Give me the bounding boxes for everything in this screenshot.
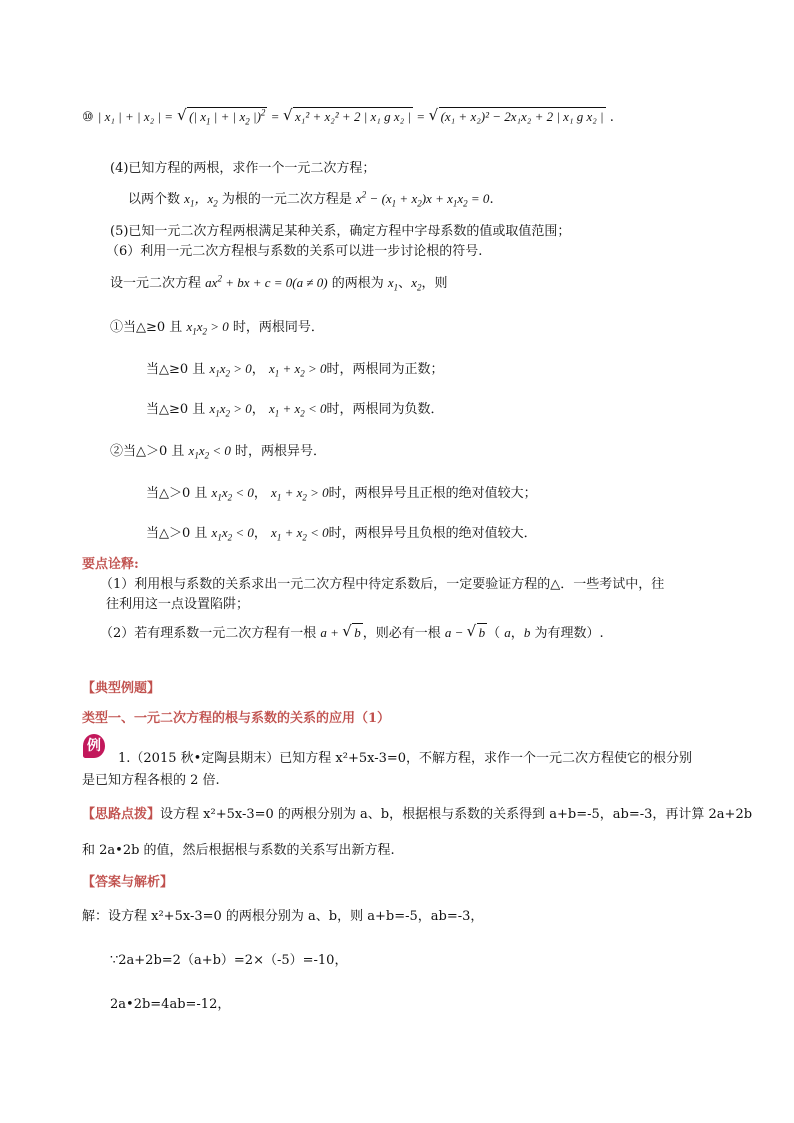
product-positive: $x_1x_2 > 0$ xyxy=(209,401,252,419)
var-a: a xyxy=(504,625,511,640)
case-1-sub-1 xyxy=(146,360,444,379)
case-2-heading xyxy=(110,442,326,461)
point-4-mid: 为根的一元二次方程是 xyxy=(221,192,352,207)
examples-title: 【典型例题】 xyxy=(82,681,161,696)
general-quadratic: $ax^2$ + bx + c = 0(a ≠ 0) xyxy=(205,273,328,290)
sum-negative: $x_1 + x_2 < 0$ xyxy=(271,525,329,543)
setup-end: ，则 xyxy=(421,276,448,291)
answer-tag: 【答案与解析】 xyxy=(82,875,174,890)
setup-line xyxy=(110,274,447,293)
case-1-sub-2 xyxy=(146,400,444,419)
quadratic-from-roots: $x^2 - (x_1 + x_2)x + x_1x_2 = 0$ xyxy=(356,189,490,209)
case-1-sub-2-a: 当△≥0 且 xyxy=(146,402,206,417)
point-6: （6）利用一元二次方程根与系数的关系可以进一步讨论根的符号. xyxy=(106,244,483,259)
point-4-end: . xyxy=(489,192,494,207)
product-negative: $x_1x_2 < 0$ xyxy=(211,485,254,503)
hint-line-2: 和 2a•2b 的值，然后根据根与系数的关系写出新方程. xyxy=(82,843,395,858)
product-positive: $x_1x_2 > 0$ xyxy=(186,319,229,337)
case-1-head-b: 时，两根同号． xyxy=(232,320,324,335)
setup-mid: 的两根为 xyxy=(331,276,384,291)
product-negative: $x_1x_2 < 0$ xyxy=(188,443,231,461)
answer-line-3: 2a•2b=4ab=-12， xyxy=(110,997,231,1012)
question-1-line-2: 是已知方程各根的 2 倍. xyxy=(82,773,220,788)
notes-title: 要点诠释: xyxy=(82,557,139,572)
answer-line-2: ∵2a+2b=2（a+b）=2×（-5）=-10， xyxy=(110,953,348,968)
case-2-sub-2-b: ， xyxy=(253,526,267,541)
case-2-sub-1 xyxy=(146,484,537,503)
case-1-sub-1-b: ， xyxy=(251,362,265,377)
setup-prefix: 设一元二次方程 xyxy=(110,276,202,291)
case-2-sub-1-c: 时，两根异号且正根的绝对值较大； xyxy=(328,486,537,501)
note-2-a: （2）若有理系数一元二次方程有一根 xyxy=(100,626,317,641)
product-positive: $x_1x_2 > 0$ xyxy=(209,361,252,379)
formula-10-label: ⑩ xyxy=(82,110,94,125)
root-a-plus-sqrt-b: a + √ b xyxy=(320,625,362,640)
formula-10 xyxy=(82,108,614,127)
formula-10-sqrt-1: √ (| $x_1$ | + | $x_2$ |)$^2$ xyxy=(178,108,267,126)
root-a-minus-sqrt-b: a − √ b xyxy=(445,625,487,640)
case-2-head-b: 时，两根异号． xyxy=(235,444,327,459)
hint-tag: 【思路点拨】 xyxy=(82,807,161,822)
case-1-head-a: ①当△≥0 且 xyxy=(110,320,183,335)
product-negative: $x_1x_2 < 0$ xyxy=(211,525,254,543)
hint-text-a: 设方程 x²+5x-3=0 的两根分别为 a、b，根据根与系数的关系得到 a+b=-5，ab=-3，再计算 2a+2b xyxy=(160,807,753,822)
point-4-prefix: 以两个数 xyxy=(128,192,181,207)
formula-10-sqrt-3: √ (x₁ + x₂)² − 2x₁x₂ + 2 | x₁ g x₂ | xyxy=(430,108,606,126)
case-1-sub-1-c: 时，两根同为正数； xyxy=(326,362,444,377)
hint-line-1 xyxy=(82,806,752,824)
formula-10-end: . xyxy=(609,110,614,125)
root-x1: $x_1$ xyxy=(387,275,399,293)
case-1-sub-2-c: 时，两根同为负数． xyxy=(326,402,444,417)
case-1-heading xyxy=(110,318,324,337)
sum-positive: $x_1 + x_2 > 0$ xyxy=(271,485,329,503)
note-1-line-2: 往利用这一点设置陷阱； xyxy=(106,597,250,612)
case-1-sub-1-a: 当△≥0 且 xyxy=(146,362,206,377)
point-5: (5)已知一元二次方程两根满足某种关系，确定方程中字母系数的值或取值范围； xyxy=(110,224,571,239)
note-2-d: ， xyxy=(510,626,524,641)
note-2-b: ，则必有一根 xyxy=(362,626,441,641)
example-badge: 例 xyxy=(83,734,105,758)
case-1-sub-2-b: ， xyxy=(251,402,265,417)
root-x2: $x_2$ xyxy=(411,275,422,293)
case-2-sub-1-a: 当△＞0 且 xyxy=(146,486,208,501)
answer-line-1: 解：设方程 x²+5x-3=0 的两根分别为 a、b，则 a+b=-5，ab=-3， xyxy=(82,909,484,924)
roots-x1-x2: $x_1$，$x_2$ xyxy=(184,191,218,209)
question-1-line-1: 1.（2015 秋•定陶县期末）已知方程 x²+5x-3=0，不解方程，求作一个一元二次方程使它的根分别 xyxy=(118,751,693,766)
point-4-line xyxy=(128,190,494,209)
case-2-sub-1-b: ， xyxy=(253,486,267,501)
note-1-line-1: （1）利用根与系数的关系求出一元二次方程中待定系数后，一定要验证方程的△．一些考试中，往 xyxy=(100,577,665,592)
note-2-c: （ xyxy=(487,626,501,641)
case-2-sub-2-a: 当△＞0 且 xyxy=(146,526,208,541)
setup-sep: 、 xyxy=(398,276,412,291)
sum-positive: $x_1 + x_2 > 0$ xyxy=(268,361,327,379)
point-4-heading: (4)已知方程的两根，求作一个一元二次方程； xyxy=(110,161,376,176)
case-2-sub-2 xyxy=(146,524,537,543)
sum-negative: $x_1 + x_2 < 0$ xyxy=(268,401,327,419)
var-b: b xyxy=(523,625,531,640)
note-2 xyxy=(100,624,604,643)
formula-10-lhs: | x₁ | + | x₂ | = xyxy=(97,109,173,124)
formula-10-eq: = xyxy=(271,109,279,124)
formula-10-eq2: = xyxy=(417,109,425,124)
case-2-head-a: ②当△＞0 且 xyxy=(110,444,185,459)
formula-10-sqrt-2: √ x₁² + x₂² + 2 | x₁ g x₂ | xyxy=(284,108,413,126)
type-1-heading: 类型一、一元二次方程的根与系数的关系的应用（1） xyxy=(82,711,391,726)
case-2-sub-2-c: 时，两根异号且负根的绝对值较大． xyxy=(328,526,537,541)
note-2-e: 为有理数）. xyxy=(534,626,604,641)
